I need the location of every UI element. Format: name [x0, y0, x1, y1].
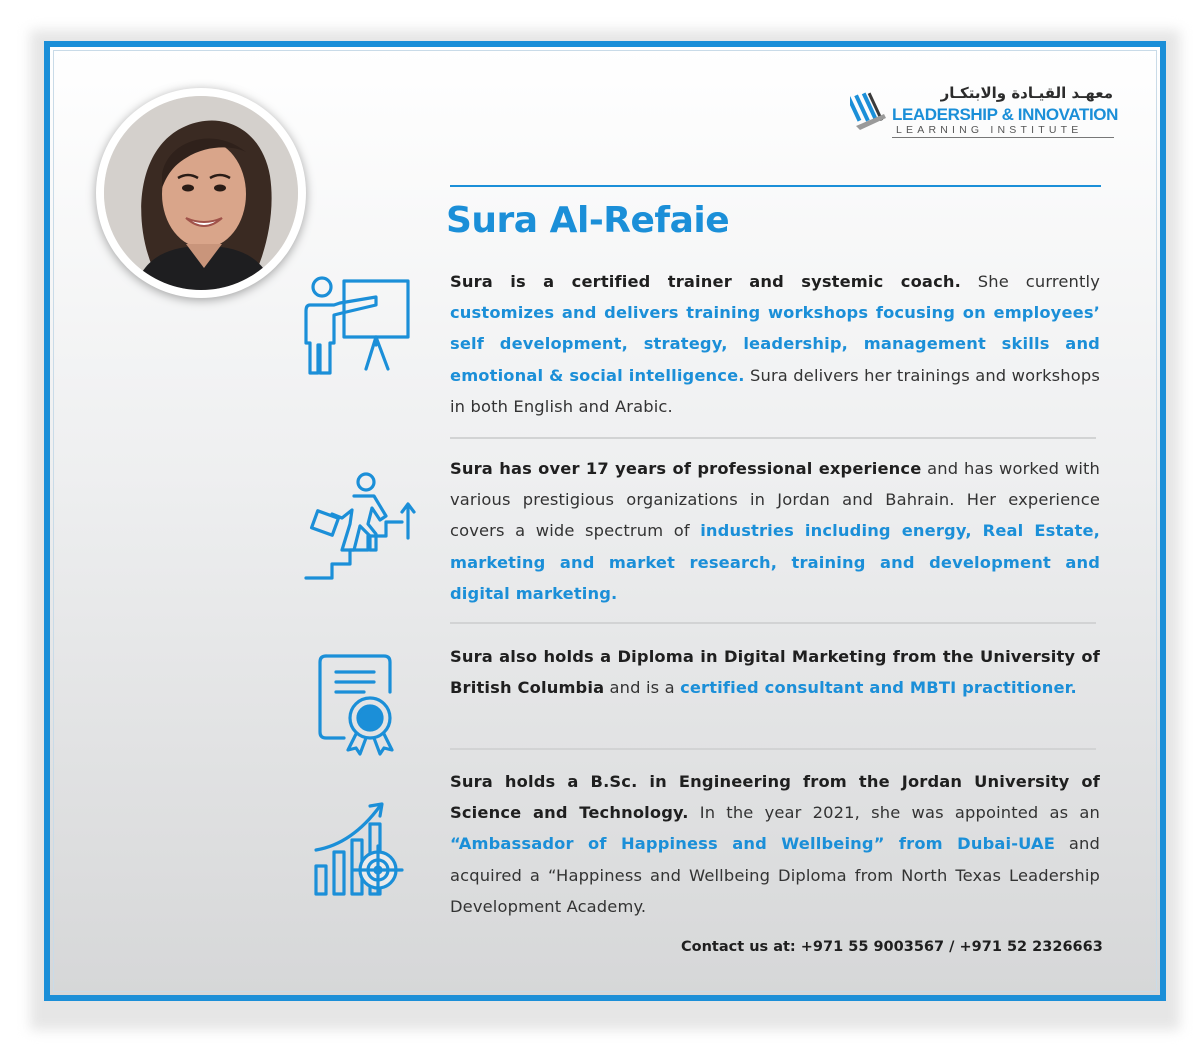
logo-mark-icon: [850, 88, 888, 136]
text-run: “Ambassador of Happiness and Wellbeing” from Dubai-UAE: [450, 834, 1056, 854]
text-run: certified consultant and MBTI practitioner.: [680, 678, 1077, 698]
text-run: She currently: [960, 272, 1101, 291]
profile-photo-frame: [96, 88, 306, 298]
text-run: industries including energy, Real Estate, marketing and market research, training and development and digital marketing.: [450, 521, 1100, 603]
text-run: In the year 2021, she was appointed as an: [688, 803, 1101, 823]
contact-line: Contact us at: +971 55 9003567 / +971 52 2326663: [681, 939, 1103, 955]
text-run: and acquired a “Happiness and Wellbeing Diploma from North Texas Leadership Development Academy.: [450, 834, 1100, 916]
bio-paragraph-diploma: [450, 641, 1100, 703]
bio-paragraph-experience: [450, 453, 1100, 609]
title-rule: [450, 185, 1101, 187]
logo-english-name: LEADERSHIP & INNOVATION: [892, 105, 1118, 124]
text-run: Sura also holds a Diploma in Digital Marketing from the University of British Columbia: [450, 647, 1100, 698]
career-stairs-icon: [302, 468, 418, 584]
text-run: Sura is a certified trainer and systemic coach.: [450, 272, 961, 291]
profile-name: Sura Al-Refaie: [446, 200, 730, 241]
bio-paragraph-education: [450, 766, 1100, 922]
bio-paragraph-training: [450, 266, 1100, 422]
text-run: Sura delivers her trainings and workshops in both English and Arabic.: [450, 365, 1100, 416]
growth-chart-target-icon: [312, 800, 408, 900]
section-divider: [450, 437, 1096, 439]
certificate-icon: [316, 652, 400, 756]
trainer-presentation-icon: [304, 273, 414, 379]
section-divider: [450, 748, 1096, 750]
text-run: Sura holds a B.Sc. in Engineering from the Jordan University of Science and Technology.: [450, 772, 1100, 823]
text-run: and has worked with various prestigious organizations in Jordan and Bahrain. Her experience covers a wide spectrum of: [450, 459, 1100, 541]
section-divider: [450, 622, 1096, 624]
logo-subtitle: LEARNING INSTITUTE: [896, 124, 1083, 136]
logo-underline: [892, 137, 1114, 138]
logo-arabic-name: معهـد القيـادة والابتكـار: [940, 84, 1113, 102]
profile-photo: [104, 96, 298, 290]
text-run: and is a: [604, 678, 681, 698]
text-run: customizes and delivers training workshops focusing on employees’ self development, strategy, leadership, management skills and emotional & social intelligence.: [450, 303, 1100, 385]
text-run: Sura has over 17 years of professional experience: [450, 459, 922, 478]
institute-logo: [850, 84, 1120, 142]
